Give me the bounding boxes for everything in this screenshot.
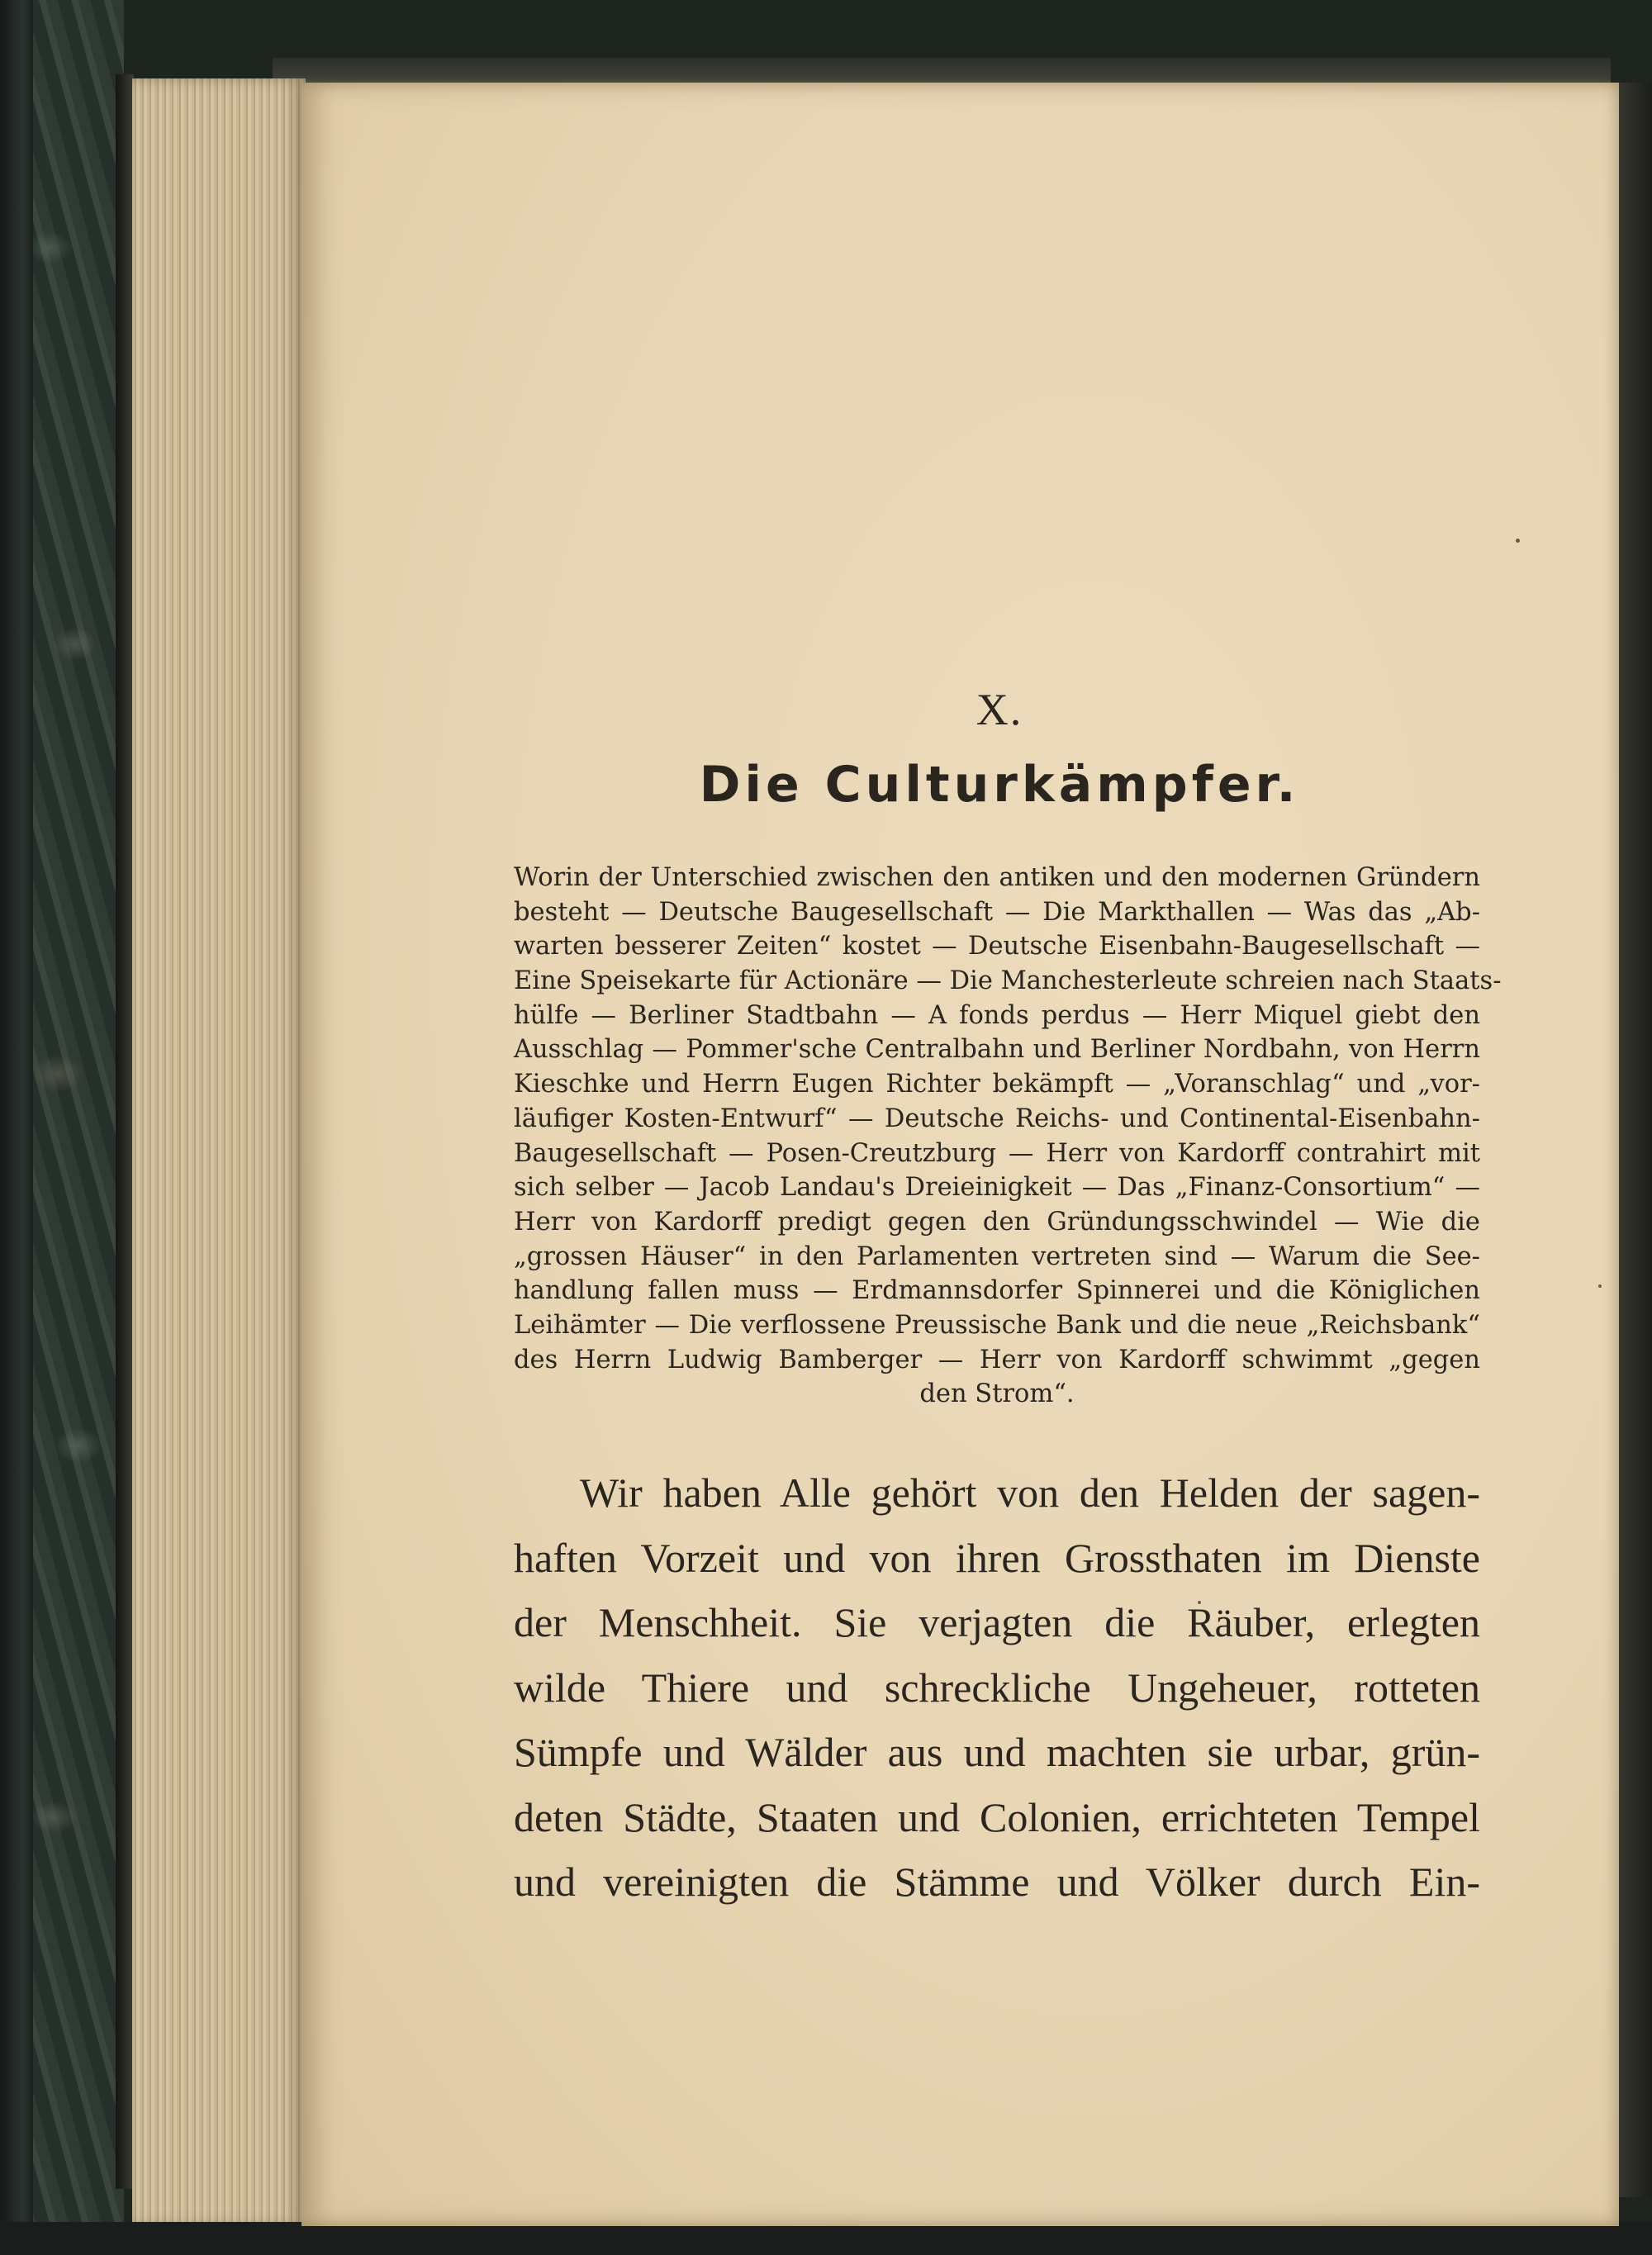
body-line: deten Städte, Staaten und Colonien, errichteten Tempel — [514, 1793, 1480, 1840]
book-spine-edge — [0, 0, 33, 2255]
summary-line: Baugesellschaft — Posen-Creutzburg — Herr von Kardorff contrahirt mit — [514, 1138, 1480, 1168]
chapter-summary — [514, 861, 1502, 1412]
summary-line: Leihämter — Die verflossene Preussische Bank und die neue „Reichsbank“ — [514, 1310, 1480, 1340]
ink-speck — [1516, 539, 1520, 543]
summary-line: Ausschlag — Pommer'sche Centralbahn und Berliner Nordbahn, von Herrn — [514, 1035, 1480, 1065]
summary-line: warten besserer Zeiten“ kostet — Deutsche Eisenbahn-Baugesellschaft — — [514, 932, 1480, 961]
chapter-title: Die Culturkämpfer. — [699, 756, 1300, 814]
summary-line: den Strom“. — [919, 1379, 1075, 1409]
body-line: Sümpfe und Wälder aus und machten sie urbar, grün- — [514, 1729, 1480, 1775]
right-cover-edge — [1615, 83, 1652, 2197]
summary-line: läufiger Kosten-Entwurf“ — Deutsche Reichs- und Continental-Eisenbahn- — [514, 1104, 1480, 1133]
body-line: wilde Thiere und schreckliche Ungeheuer, rotteten — [514, 1664, 1480, 1711]
cover-inner-edge — [116, 74, 134, 2189]
summary-line: Kieschke und Herrn Eugen Richter bekämpft — „Voranschlag“ und „vor- — [514, 1070, 1480, 1099]
body-line: Wir haben Alle gehört von den Helden der sagen- — [580, 1469, 1480, 1516]
summary-line: besteht — Deutsche Baugesellschaft — Die Markthallen — Was das „Ab- — [514, 897, 1480, 927]
summary-line: Herr von Kardorff predigt gegen den Gründungsschwindel — Wie die — [514, 1207, 1480, 1237]
summary-line: des Herrn Ludwig Bamberger — Herr von Kardorff schwimmt „gegen — [514, 1345, 1480, 1374]
body-paragraph — [514, 1460, 1480, 1915]
bottom-shadow — [0, 2222, 1652, 2255]
summary-line: handlung fallen muss — Erdmannsdorfer Spinnerei und die Königlichen — [514, 1276, 1480, 1306]
ink-speck — [1598, 1284, 1602, 1288]
summary-line: „grossen Häuser“ in den Parlamenten vertreten sind — Warum die See- — [514, 1241, 1480, 1271]
summary-line: Eine Speisekarte für Actionäre — Die Manchesterleute schreien nach Staats- — [514, 966, 1502, 996]
summary-line: Worin der Unterschied zwischen den antiken und den modernen Gründern — [514, 863, 1480, 892]
body-line: haften Vorzeit und von ihren Grossthaten im Dienste — [514, 1534, 1480, 1581]
body-line: und vereinigten die Stämme und Völker durch Ein- — [514, 1859, 1480, 1905]
stacked-page-edges — [132, 78, 306, 2226]
summary-line: hülfe — Berliner Stadtbahn — A fonds perdus — Herr Miquel giebt den — [514, 1000, 1480, 1030]
body-line: der Menschheit. Sie verjagten die Räuber, erlegten — [514, 1599, 1480, 1645]
summary-line: sich selber — Jacob Landau's Dreieinigkeit — Das „Finanz-Consortium“ — — [514, 1173, 1480, 1203]
chapter-number: X. — [976, 685, 1023, 734]
